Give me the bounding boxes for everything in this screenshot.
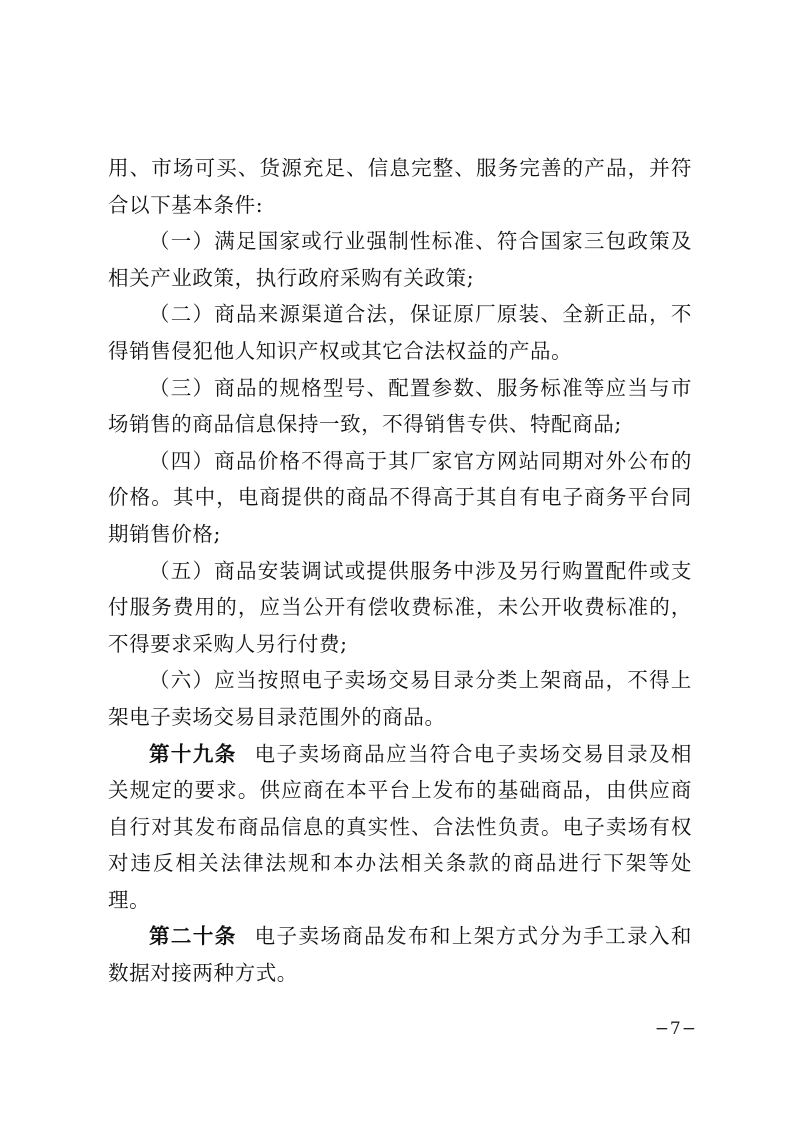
list-item-3 [108, 370, 692, 443]
paragraph-continuation [108, 150, 692, 223]
paragraph-text: （六）应当按照电子卖场交易目录分类上架商品，不得上架电子卖场交易目录范围外的商品。 [108, 668, 692, 729]
list-item-1 [108, 223, 692, 296]
paragraph-text: （五）商品安装调试或提供服务中涉及另行购置配件或支付服务费用的，应当公开有偿收费标准，未公开收费标准的，不得要求采购人另行付费; [108, 558, 692, 656]
article-20 [108, 918, 692, 991]
article-19 [108, 736, 692, 919]
article-text: 电子卖场商品发布和上架方式分为手工录入和数据对接两种方式。 [108, 924, 692, 986]
paragraph-text: （三）商品的规格型号、配置参数、服务标准等应当与市场销售的商品信息保持一致，不得销售专供、特配商品; [108, 375, 692, 437]
list-item-6 [108, 662, 692, 735]
paragraph-text: （二）商品来源渠道合法，保证原厂原装、全新正品，不得销售侵犯他人知识产权或其它合法权益的产品。 [108, 302, 692, 363]
article-heading: 第十九条 [149, 741, 237, 766]
paragraph-text: 用、市场可买、货源充足、信息完整、服务完善的产品，并符合以下基本条件: [108, 156, 692, 217]
list-item-2 [108, 296, 692, 369]
article-text: 电子卖场商品应当符合电子卖场交易目录及相关规定的要求。供应商在本平台上发布的基础商品，由供应商自行对其发布商品信息的真实性、合法性负责。电子卖场有权对违反相关法律法规和本办法相关条款的商品进行下架等处理。 [108, 741, 692, 912]
article-heading: 第二十条 [149, 924, 237, 949]
list-item-4 [108, 443, 692, 553]
document-body [108, 150, 692, 992]
list-item-5 [108, 553, 692, 663]
page-number: −7− [654, 1019, 697, 1039]
paragraph-text: （一）满足国家或行业强制性标准、符合国家三包政策及相关产业政策，执行政府采购有关政策; [108, 229, 692, 290]
paragraph-text: （四）商品价格不得高于其厂家官方网站同期对外公布的价格。其中，电商提供的商品不得高于其自有电子商务平台同期销售价格; [108, 448, 692, 546]
